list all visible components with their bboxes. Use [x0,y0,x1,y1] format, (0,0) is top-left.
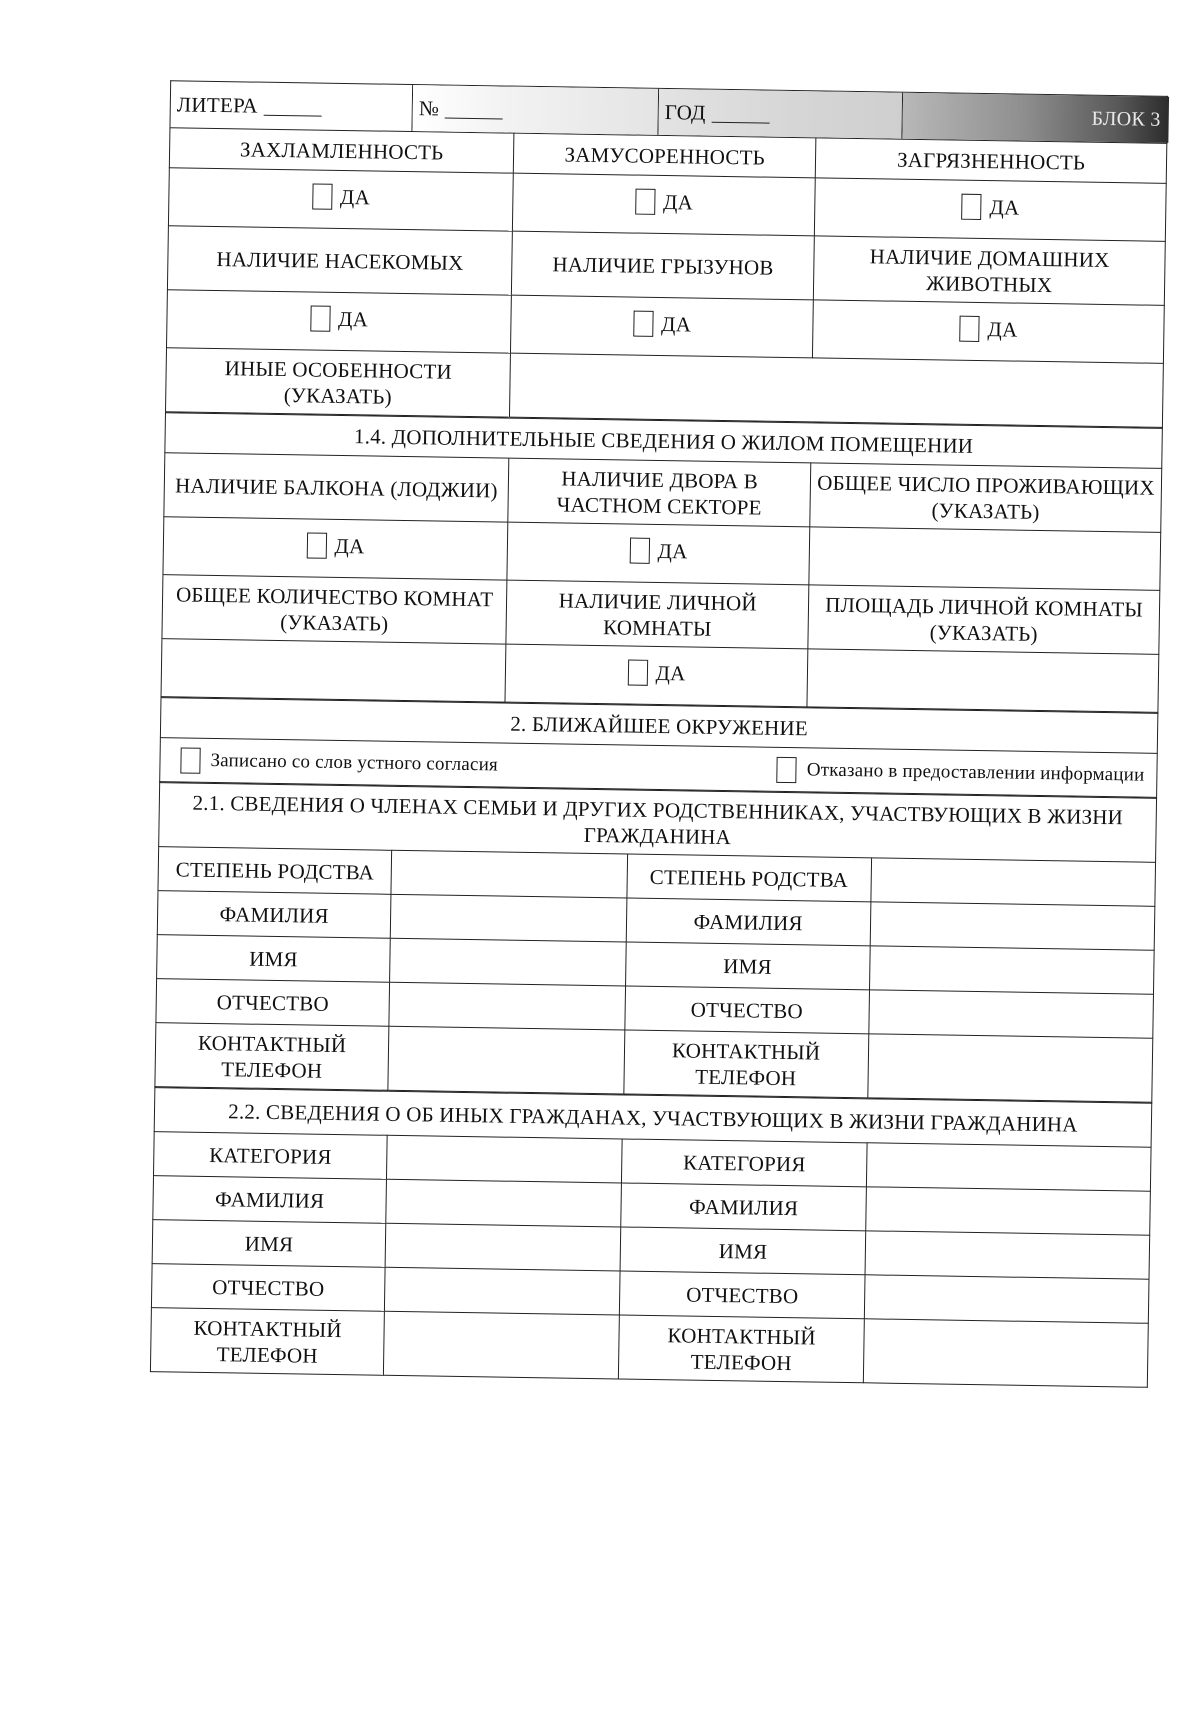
relative-field-label: ИМЯ [157,935,391,983]
form-sheet [150,80,1168,1388]
year-cell [658,89,903,139]
section-title: 2.1. СВЕДЕНИЯ О ЧЛЕНАХ СЕМЬИ И ДРУГИХ РОДСТВЕННИКАХ, УЧАСТВУЮЩИХ В ЖИЗНИ ГРАЖДАНИНА [159,783,1157,863]
yes-label: ДА [334,533,365,558]
yes-label: ДА [657,538,688,563]
relative-field-input[interactable] [870,902,1155,950]
other-person-field-label: ИМЯ [621,1227,866,1275]
conditions-table [165,127,1167,428]
cond-label: НАЛИЧИЕ ГРЫЗУНОВ [512,231,815,300]
yes-checkbox-cell [167,290,512,353]
other-person-field-input[interactable] [865,1187,1150,1235]
relative-field-input[interactable] [388,1026,624,1094]
section-title: 2.2. СВЕДЕНИЯ О ОБ ИНЫХ ГРАЖДАНАХ, УЧАСТВУЮЩИХ В ЖИЗНИ ГРАЖДАНИНА [154,1088,1152,1148]
other-features-field[interactable] [510,353,1164,427]
section-title: 1.4. ДОПОЛНИТЕЛЬНЫЕ СВЕДЕНИЯ О ЖИЛОМ ПОМЕЩЕНИИ [165,413,1163,469]
relative-field-label: ИМЯ [625,942,870,990]
yes-checkbox[interactable] [306,532,326,558]
other-person-field-label: ФАМИЛИЯ [153,1176,387,1224]
housing-label: ПЛОЩАДЬ ЛИЧНОЙ КОМНАТЫ (УКАЗАТЬ) [808,585,1160,655]
yes-checkbox-cell [813,300,1165,364]
section-title: 2. БЛИЖАЙШЕЕ ОКРУЖЕНИЕ [160,698,1158,754]
year-field[interactable] [712,103,770,123]
yes-checkbox-cell [513,173,816,236]
block-cell [902,93,1169,143]
relative-field-input[interactable] [869,946,1154,994]
other-person-field-input[interactable] [385,1267,621,1315]
yes-label: ДА [989,194,1020,220]
housing-label: ОБЩЕЕ КОЛИЧЕСТВО КОМНАТ (УКАЗАТЬ) [162,575,507,644]
residents-count-field[interactable] [809,527,1161,591]
relative-field-input[interactable] [390,938,626,986]
litera-cell [170,81,413,131]
litera-label: ЛИТЕРА [176,91,259,118]
yes-checkbox[interactable] [312,183,332,209]
yes-checkbox[interactable] [961,193,981,219]
yes-label: ДА [660,311,692,336]
other-person-field-label: ФАМИЛИЯ [621,1183,866,1231]
other-person-field-input[interactable] [866,1143,1151,1191]
cond-label: НАЛИЧИЕ НАСЕКОМЫХ [167,226,512,295]
other-person-field-label: КОНТАКТНЫЙ ТЕЛЕФОН [619,1315,864,1383]
other-person-field-input[interactable] [385,1223,621,1271]
yes-checkbox[interactable] [633,310,653,336]
yes-checkbox[interactable] [310,305,330,331]
housing-label: ОБЩЕЕ ЧИСЛО ПРОЖИВАЮЩИХ (УКАЗАТЬ) [810,463,1162,533]
cond-label: ЗАХЛАМЛЕННОСТЬ [169,128,514,173]
housing-label: НАЛИЧИЕ ДВОРА В ЧАСТНОМ СЕКТОРЕ [508,458,811,527]
relative-field-label: КОНТАКТНЫЙ ТЕЛЕФОН [623,1030,868,1098]
other-person-field-input[interactable] [864,1275,1149,1323]
relative-field-label: СТЕПЕНЬ РОДСТВА [158,847,392,895]
block-label: БЛОК 3 [1091,107,1161,131]
other-person-field-label: ОТЧЕСТВО [151,1264,385,1312]
other-features-label: ИНЫЕ ОСОБЕННОСТИ (УКАЗАТЬ) [166,348,511,417]
relative-field-input[interactable] [871,858,1156,906]
number-cell [412,85,659,135]
other-person-field-input[interactable] [384,1311,620,1379]
relative-field-input[interactable] [868,1034,1153,1102]
other-person-field-label: ОТЧЕСТВО [620,1271,865,1319]
yes-checkbox-cell [505,644,808,707]
yes-checkbox-cell [511,295,814,358]
yes-label: ДА [655,660,686,685]
section-2-1-table [154,782,1157,1103]
other-person-field-input[interactable] [863,1319,1148,1387]
section-2-2-table [150,1087,1152,1388]
yes-checkbox[interactable] [959,315,979,341]
housing-label: НАЛИЧИЕ ЛИЧНОЙ КОМНАТЫ [506,580,809,649]
other-person-field-label: КОНТАКТНЫЙ ТЕЛЕФОН [150,1308,384,1376]
yes-checkbox[interactable] [627,659,647,685]
yes-checkbox-cell [163,517,508,580]
other-person-field-label: ИМЯ [152,1220,386,1268]
housing-label: НАЛИЧИЕ БАЛКОНА (ЛОДЖИИ) [164,453,509,522]
relative-field-label: ОТЧЕСТВО [624,986,869,1034]
other-person-field-label: КАТЕГОРИЯ [622,1139,867,1187]
relative-field-input[interactable] [390,894,626,942]
oral-consent-checkbox[interactable] [180,747,200,773]
oral-consent-label: Записано со слов устного согласия [210,749,499,775]
section-1-4-table [161,412,1163,713]
yes-label: ДА [337,306,369,331]
year-label: ГОД [664,99,706,125]
yes-checkbox-cell [507,522,810,585]
refused-label: Отказано в предоставлении информации [806,758,1145,786]
number-field[interactable] [445,99,503,119]
yes-checkbox[interactable] [635,188,655,214]
cond-label: ЗАМУСОРЕННОСТЬ [513,133,816,178]
yes-checkbox-cell [814,178,1166,242]
relative-field-label: ФАМИЛИЯ [626,898,871,946]
cond-label: НАЛИЧИЕ ДОМАШНИХ ЖИВОТНЫХ [813,236,1165,306]
relative-field-label: КОНТАКТНЫЙ ТЕЛЕФОН [155,1023,389,1091]
room-area-field[interactable] [807,649,1159,713]
other-person-field-input[interactable] [387,1135,623,1183]
litera-field[interactable] [264,96,322,116]
cond-label: ЗАГРЯЗНЕННОСТЬ [815,138,1166,184]
yes-label: ДА [339,184,371,209]
relative-field-input[interactable] [389,982,625,1030]
rooms-count-field[interactable] [161,639,506,702]
yes-checkbox[interactable] [629,537,649,563]
number-label: № [418,95,440,120]
other-person-field-input[interactable] [386,1179,622,1227]
relative-field-label: ОТЧЕСТВО [156,979,390,1027]
relative-field-label: ФАМИЛИЯ [157,891,391,939]
relative-field-input[interactable] [869,990,1154,1038]
yes-label: ДА [662,189,694,214]
section-2-table [159,697,1158,798]
other-person-field-input[interactable] [865,1231,1150,1279]
relative-field-label: СТЕПЕНЬ РОДСТВА [626,854,871,902]
refused-checkbox[interactable] [777,756,797,782]
relative-field-input[interactable] [391,850,627,898]
yes-checkbox-cell [168,168,513,231]
yes-label: ДА [987,316,1018,342]
other-person-field-label: КАТЕГОРИЯ [154,1132,388,1180]
